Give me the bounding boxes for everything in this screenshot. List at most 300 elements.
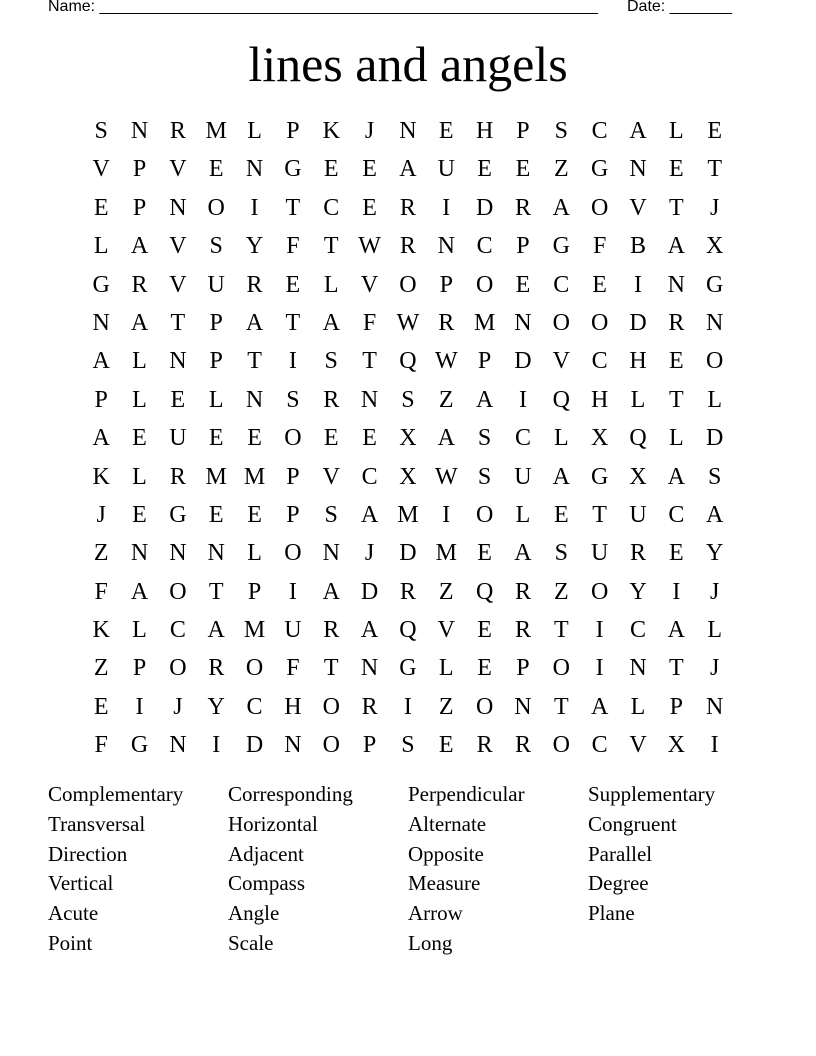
grid-cell: N xyxy=(92,309,110,336)
grid-cell: V xyxy=(169,271,187,298)
grid-cell: E xyxy=(247,501,262,528)
grid-cell: L xyxy=(323,271,339,298)
grid-cell: R xyxy=(323,386,340,413)
grid-cell: Z xyxy=(93,655,109,682)
grid-cell: N xyxy=(514,693,532,720)
grid-cell: A xyxy=(130,233,149,260)
grid-cell: C xyxy=(476,233,493,260)
grid-cell: T xyxy=(323,233,339,260)
grid-cell: R xyxy=(246,271,263,298)
grid-cell: W xyxy=(434,463,458,490)
grid-row xyxy=(82,381,734,419)
word-list-item: Complementary xyxy=(48,782,184,806)
grid-cell: S xyxy=(209,233,223,260)
grid-cell: G xyxy=(169,501,187,528)
grid-cell: O xyxy=(169,578,187,605)
grid-cell: L xyxy=(553,425,569,452)
grid-cell: T xyxy=(553,617,569,644)
grid-cell: E xyxy=(553,501,569,528)
grid-cell: L xyxy=(247,118,262,144)
grid-cell: D xyxy=(514,348,532,375)
grid-cell: E xyxy=(362,156,377,183)
grid-cell: Q xyxy=(629,425,647,452)
grid-cell: S xyxy=(707,463,722,490)
grid-cell: E xyxy=(477,156,492,183)
grid-cell: N xyxy=(245,386,264,413)
grid-cell: R xyxy=(323,617,340,644)
grid-cell: J xyxy=(710,194,720,221)
grid-cell: X xyxy=(629,463,647,490)
grid-cell: A xyxy=(437,425,455,452)
grid-cell: T xyxy=(285,194,301,221)
grid-cell: I xyxy=(288,348,297,375)
grid-cell: Z xyxy=(553,578,569,605)
grid-cell: P xyxy=(477,348,492,375)
grid-cell: Y xyxy=(706,540,724,567)
word-list-item: Alternate xyxy=(408,811,487,836)
grid-cell: D xyxy=(360,578,379,605)
grid-cell: K xyxy=(92,463,110,490)
grid-cell: S xyxy=(94,118,108,144)
grid-cell: A xyxy=(552,194,570,221)
grid-cell: R xyxy=(399,578,416,605)
grid-row xyxy=(82,649,734,687)
word-list-item: Scale xyxy=(228,930,274,955)
grid-cell: N xyxy=(169,348,187,375)
grid-cell: Z xyxy=(438,578,454,605)
grid-cell: E xyxy=(285,271,301,298)
grid-cell: A xyxy=(706,501,724,528)
grid-cell: E xyxy=(438,118,454,144)
grid-cell: S xyxy=(401,386,415,413)
grid-cell: N xyxy=(629,655,647,682)
grid-cell: E xyxy=(93,194,109,221)
word-list-item: Long xyxy=(408,930,453,955)
grid-cell: U xyxy=(437,156,455,183)
grid-cell: P xyxy=(516,655,530,682)
grid-cell: L xyxy=(668,118,684,144)
grid-cell: T xyxy=(707,156,722,183)
grid-cell: O xyxy=(590,578,609,605)
grid-cell: N xyxy=(514,309,532,336)
grid-cell: P xyxy=(286,501,300,528)
grid-cell: I xyxy=(442,501,451,528)
grid-cell: M xyxy=(397,501,419,528)
grid-cell: Z xyxy=(438,386,454,413)
grid-cell: R xyxy=(668,309,685,336)
grid-cell: A xyxy=(130,578,149,605)
name-field: Name: ________________________________________________________ xyxy=(48,0,598,15)
grid-cell: A xyxy=(322,578,340,605)
grid-cell: O xyxy=(590,194,609,221)
grid-cell: O xyxy=(706,348,724,375)
grid-cell: M xyxy=(473,309,496,336)
grid-cell: N xyxy=(706,693,724,720)
grid-cell: U xyxy=(590,540,609,567)
grid-cell: E xyxy=(477,540,492,567)
grid-cell: A xyxy=(667,233,685,260)
grid-cell: A xyxy=(629,118,647,144)
grid-row xyxy=(82,688,734,726)
grid-cell: P xyxy=(209,309,223,336)
grid-cell: T xyxy=(362,348,377,375)
grid-cell: N xyxy=(360,386,379,413)
grid-cell: F xyxy=(286,233,300,260)
grid-cell: I xyxy=(595,655,604,682)
grid-cell: D xyxy=(629,309,647,336)
grid-cell: N xyxy=(245,156,264,183)
word-list-item: Compass xyxy=(228,871,306,896)
grid-cell: R xyxy=(514,732,531,759)
grid-cell: C xyxy=(668,501,685,528)
grid-cell: E xyxy=(515,271,531,298)
word-list-item: Supplementary xyxy=(588,782,716,806)
word-list-item: Perpendicular xyxy=(408,782,525,806)
grid-cell: N xyxy=(169,194,187,221)
grid-cell: R xyxy=(399,233,416,260)
grid-cell: A xyxy=(360,501,379,528)
grid-cell: Z xyxy=(438,693,454,720)
grid-cell: L xyxy=(132,463,147,490)
grid-cell: O xyxy=(284,425,302,452)
grid-cell: K xyxy=(322,118,340,144)
grid-row xyxy=(82,458,734,496)
grid-cell: D xyxy=(706,425,724,452)
grid-cell: G xyxy=(590,156,609,183)
grid-cell: Y xyxy=(245,233,264,260)
grid-cell: C xyxy=(246,693,263,720)
grid-cell: F xyxy=(592,233,607,260)
word-list-item: Degree xyxy=(588,871,649,896)
grid-cell: C xyxy=(591,118,608,144)
grid-cell: W xyxy=(396,309,420,336)
grid-cell: T xyxy=(285,309,301,336)
grid-cell: J xyxy=(364,540,375,567)
grid-cell: A xyxy=(667,463,685,490)
word-list-item: Arrow xyxy=(408,901,463,926)
grid-cell: L xyxy=(668,425,684,452)
grid-cell: L xyxy=(93,233,109,260)
grid-cell: G xyxy=(130,732,149,759)
grid-cell: I xyxy=(710,732,719,759)
grid-cell: T xyxy=(668,386,684,413)
grid-cell: F xyxy=(94,578,108,605)
grid-cell: R xyxy=(514,194,531,221)
grid-cell: U xyxy=(207,271,225,298)
word-list-item: Opposite xyxy=(408,841,484,866)
grid-cell: A xyxy=(245,309,264,336)
grid-cell: E xyxy=(247,425,262,452)
grid-row xyxy=(82,227,734,265)
grid-cell: T xyxy=(668,194,684,221)
grid-cell: E xyxy=(438,732,454,759)
grid-cell: L xyxy=(707,386,722,413)
grid-cell: S xyxy=(554,118,568,144)
grid-cell: L xyxy=(630,693,646,720)
grid-cell: O xyxy=(207,194,225,221)
grid-cell: I xyxy=(403,693,412,720)
grid-cell: O xyxy=(552,732,570,759)
word-list-item: Adjacent xyxy=(228,841,304,866)
grid-cell: E xyxy=(668,348,684,375)
grid-cell: R xyxy=(514,578,531,605)
word-list-item: Angle xyxy=(228,901,280,926)
grid-cell: I xyxy=(212,732,221,759)
header-line xyxy=(48,0,748,20)
grid-cell: U xyxy=(169,425,187,452)
grid-cell: C xyxy=(629,617,646,644)
grid-cell: U xyxy=(629,501,647,528)
grid-cell: S xyxy=(554,540,568,567)
grid-cell: P xyxy=(132,156,147,183)
grid-cell: N xyxy=(130,118,149,144)
grid-cell: P xyxy=(362,732,377,759)
grid-cell: Y xyxy=(629,578,647,605)
word-list-item: Direction xyxy=(48,841,128,866)
grid-cell: X xyxy=(399,425,417,452)
grid-cell: C xyxy=(514,425,531,452)
grid-cell: O xyxy=(245,655,264,682)
grid-cell: J xyxy=(173,693,183,720)
grid-cell: S xyxy=(324,348,338,375)
grid-cell: L xyxy=(515,501,531,528)
grid-cell: I xyxy=(518,386,527,413)
grid-cell: N xyxy=(667,271,685,298)
grid-cell: A xyxy=(399,156,417,183)
grid-cell: N xyxy=(399,118,417,144)
grid-cell: X xyxy=(590,425,609,452)
grid-cell: C xyxy=(323,194,340,221)
page-title: lines and angels xyxy=(248,36,568,92)
grid-cell: D xyxy=(399,540,417,567)
grid-cell: R xyxy=(438,309,455,336)
grid-cell: P xyxy=(516,233,530,260)
grid-cell: K xyxy=(92,617,110,644)
grid-cell: A xyxy=(92,348,110,375)
grid-cell: H xyxy=(590,386,609,413)
grid-cell: O xyxy=(590,309,609,336)
grid-cell: V xyxy=(629,194,647,221)
grid-cell: R xyxy=(514,617,531,644)
grid-cell: S xyxy=(401,732,415,759)
grid-cell: X xyxy=(399,463,417,490)
grid-cell: A xyxy=(207,617,225,644)
word-list-item: Horizontal xyxy=(228,811,318,836)
grid-cell: P xyxy=(516,118,530,144)
grid-cell: A xyxy=(514,540,532,567)
grid-cell: W xyxy=(358,233,381,260)
grid-cell: G xyxy=(399,655,417,682)
grid-cell: S xyxy=(286,386,300,413)
grid-cell: O xyxy=(475,693,494,720)
grid-cell: P xyxy=(439,271,453,298)
grid-cell: T xyxy=(208,578,224,605)
grid-cell: V xyxy=(629,732,647,759)
grid-cell: D xyxy=(245,732,264,759)
grid-cell: I xyxy=(672,578,681,605)
grid-cell: P xyxy=(286,118,300,144)
grid-cell: E xyxy=(707,118,722,144)
grid-cell: Q xyxy=(552,386,570,413)
grid-cell: P xyxy=(669,693,683,720)
grid-cell: E xyxy=(477,655,492,682)
grid-cell: O xyxy=(399,271,417,298)
grid-cell: P xyxy=(286,463,300,490)
grid-row xyxy=(82,189,734,227)
grid-cell: E xyxy=(668,540,684,567)
word-list-item: Plane xyxy=(588,901,635,926)
grid-cell: E xyxy=(323,425,339,452)
grid-cell: E xyxy=(515,156,531,183)
word-list-item: Congruent xyxy=(588,811,677,836)
grid-cell: L xyxy=(707,617,722,644)
word-list-item: Transversal xyxy=(48,811,146,836)
grid-cell: O xyxy=(552,309,570,336)
grid-cell: E xyxy=(362,425,377,452)
grid-cell: G xyxy=(706,271,724,298)
grid-row xyxy=(82,266,734,304)
grid-cell: I xyxy=(633,271,642,298)
grid-cell: O xyxy=(169,655,187,682)
grid-cell: V xyxy=(360,271,379,298)
grid-cell: R xyxy=(361,693,378,720)
grid-cell: N xyxy=(360,655,379,682)
grid-cell: P xyxy=(132,655,147,682)
grid-row xyxy=(82,112,734,150)
grid-cell: R xyxy=(169,463,186,490)
grid-cell: V xyxy=(322,463,340,490)
grid-cell: E xyxy=(323,156,339,183)
grid-cell: S xyxy=(477,463,492,490)
grid-cell: L xyxy=(132,386,147,413)
grid-cell: N xyxy=(169,540,187,567)
grid-cell: R xyxy=(629,540,646,567)
grid-cell: P xyxy=(132,194,147,221)
grid-cell: L xyxy=(132,617,147,644)
grid-cell: U xyxy=(284,617,302,644)
grid-row xyxy=(82,342,734,380)
grid-cell: A xyxy=(130,309,149,336)
grid-cell: P xyxy=(94,386,108,413)
grid-cell: T xyxy=(170,309,186,336)
grid-cell: P xyxy=(209,348,223,375)
grid-cell: Q xyxy=(399,348,417,375)
grid-cell: A xyxy=(552,463,570,490)
grid-cell: V xyxy=(169,233,187,260)
grid-cell: V xyxy=(437,617,455,644)
grid-cell: Z xyxy=(93,540,109,567)
grid-cell: H xyxy=(475,118,494,144)
grid-cell: V xyxy=(552,348,570,375)
grid-row xyxy=(82,726,734,764)
grid-cell: N xyxy=(169,732,187,759)
grid-cell: O xyxy=(284,540,302,567)
grid-cell: V xyxy=(169,156,187,183)
grid-cell: B xyxy=(629,233,646,260)
grid-cell: Y xyxy=(207,693,225,720)
grid-cell: E xyxy=(208,425,224,452)
word-list-item: Vertical xyxy=(48,871,114,896)
grid-cell: N xyxy=(130,540,149,567)
grid-cell: X xyxy=(706,233,724,260)
grid-cell: O xyxy=(475,501,494,528)
word-list-item: Parallel xyxy=(588,841,653,866)
grid-cell: M xyxy=(435,540,457,567)
grid-cell: R xyxy=(399,194,416,221)
grid-cell: N xyxy=(322,540,340,567)
grid-cell: L xyxy=(630,386,646,413)
grid-cell: G xyxy=(92,271,110,298)
grid-cell: C xyxy=(553,271,570,298)
grid-cell: G xyxy=(552,233,570,260)
grid-cell: R xyxy=(208,655,225,682)
grid-cell: E xyxy=(208,501,224,528)
grid-cell: A xyxy=(92,425,110,452)
word-list xyxy=(48,780,768,959)
grid-cell: E xyxy=(132,501,147,528)
word-list-item: Acute xyxy=(48,901,99,926)
grid-cell: A xyxy=(475,386,494,413)
grid-cell: X xyxy=(667,732,685,759)
grid-cell: I xyxy=(288,578,297,605)
grid-cell: E xyxy=(93,693,109,720)
grid-cell: E xyxy=(477,617,492,644)
grid-cell: G xyxy=(590,463,609,490)
grid-cell: I xyxy=(595,617,604,644)
grid-cell: R xyxy=(476,732,493,759)
grid-row xyxy=(82,573,734,611)
grid-cell: G xyxy=(284,156,302,183)
grid-cell: C xyxy=(169,617,186,644)
grid-cell: R xyxy=(131,271,148,298)
grid-cell: C xyxy=(591,732,608,759)
grid-cell: I xyxy=(442,194,451,221)
grid-cell: Z xyxy=(553,156,569,183)
grid-cell: J xyxy=(364,118,375,144)
grid-cell: H xyxy=(629,348,647,375)
grid-cell: J xyxy=(96,501,106,528)
grid-cell: T xyxy=(553,693,569,720)
grid-cell: S xyxy=(477,425,492,452)
grid-cell: F xyxy=(362,309,377,336)
grid-cell: M xyxy=(205,118,227,144)
grid-cell: N xyxy=(706,309,724,336)
grid-row xyxy=(82,534,734,572)
grid-cell: U xyxy=(514,463,532,490)
grid-cell: E xyxy=(170,386,186,413)
word-list-item: Measure xyxy=(408,871,481,896)
grid-cell: J xyxy=(710,578,720,605)
grid-cell: T xyxy=(247,348,262,375)
grid-cell: I xyxy=(250,194,259,221)
grid-cell: H xyxy=(284,693,302,720)
grid-cell: W xyxy=(434,348,458,375)
word-list-item: Point xyxy=(48,930,93,955)
word-list-item: Corresponding xyxy=(228,782,353,806)
grid-cell: E xyxy=(668,156,684,183)
date-field: Date: _______ xyxy=(627,0,732,15)
grid-cell: E xyxy=(132,425,147,452)
grid-cell: E xyxy=(362,194,377,221)
grid-row xyxy=(82,304,734,342)
grid-cell: T xyxy=(668,655,684,682)
grid-cell: L xyxy=(438,655,454,682)
grid-cell: N xyxy=(207,540,225,567)
grid-row xyxy=(82,496,734,534)
grid-cell: L xyxy=(247,540,262,567)
grid-cell: E xyxy=(592,271,607,298)
grid-cell: E xyxy=(208,156,224,183)
